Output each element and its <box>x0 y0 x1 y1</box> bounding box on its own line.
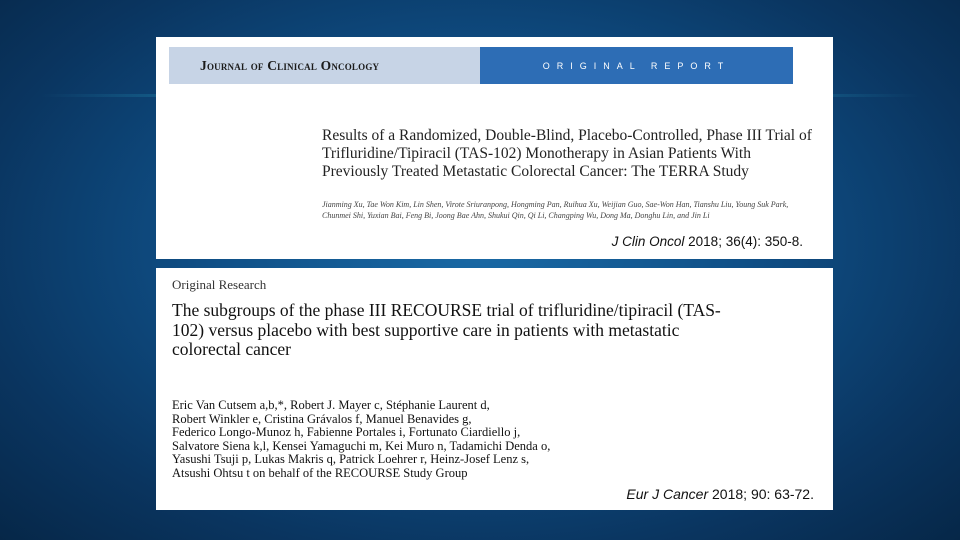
author-line: Yasushi Tsuji p, Lukas Makris q, Patrick Loehrer r, Heinz-Josef Lenz s, <box>172 452 530 467</box>
author-line: Eric Van Cutsem a,b,*, Robert J. Mayer c, Stéphanie Laurent d, <box>172 398 490 412</box>
journal-name: Journal of Clinical Oncology <box>200 57 380 73</box>
top-paper-panel <box>156 37 833 259</box>
author-line: Atsushi Ohtsu t on behalf of the RECOURSE Study Group <box>172 465 468 480</box>
author-line: Robert Winkler e, Cristina Grávalos f, Manuel Benavides g, <box>172 411 472 426</box>
bottom-paper-citation <box>626 486 814 502</box>
top-paper-authors: Jianming Xu, Tae Won Kim, Lin Shen, Virote Sriuranpong, Hongming Pan, Ruihua Xu, Weijian Guo, Sae-Won Han, Tianshu Liu, Young Suk Park, Chunmei Shi, Yuxian Bai, Feng Bi, Joong Bae Ahn, Shukui Qin, Qi Li, Changping Wu, Dong Ma, Donghu Lin, and Jin Li <box>322 200 789 220</box>
section-label: Original Research <box>172 277 267 292</box>
top-paper-citation <box>612 234 803 249</box>
citation-journal: J Clin Oncol <box>611 234 685 249</box>
journal-header-band <box>169 47 480 84</box>
author-line: Salvatore Siena k,l, Kensei Yamaguchi m, Kei Muro n, Tadamichi Denda o, <box>172 438 551 453</box>
citation-details: 2018; 36(4): 350-8. <box>684 234 803 249</box>
bottom-paper-panel <box>156 268 833 510</box>
author-line: Federico Longo-Munoz h, Fabienne Portales i, Fortunato Ciardiello j, <box>172 425 521 440</box>
top-paper-title: Results of a Randomized, Double-Blind, Placebo-Controlled, Phase III Trial of Trifluridine/Tipiracil (TAS-102) Monotherapy in Asian Patients With Previously Treated Metastatic Colorectal Cancer: The TERRA Study <box>322 127 812 180</box>
citation-journal: Eur J Cancer <box>626 486 709 502</box>
bottom-paper-title: The subgroups of the phase III RECOURSE trial of trifluridine/tipiracil (TAS-102) versus placebo with best supportive care in patients with metastatic colorectal cancer <box>172 300 721 359</box>
report-type-band <box>480 47 793 84</box>
report-type-label: ORIGINAL REPORT <box>542 60 731 71</box>
citation-details: 2018; 90: 63-72. <box>708 486 814 502</box>
bottom-paper-authors <box>172 399 732 481</box>
